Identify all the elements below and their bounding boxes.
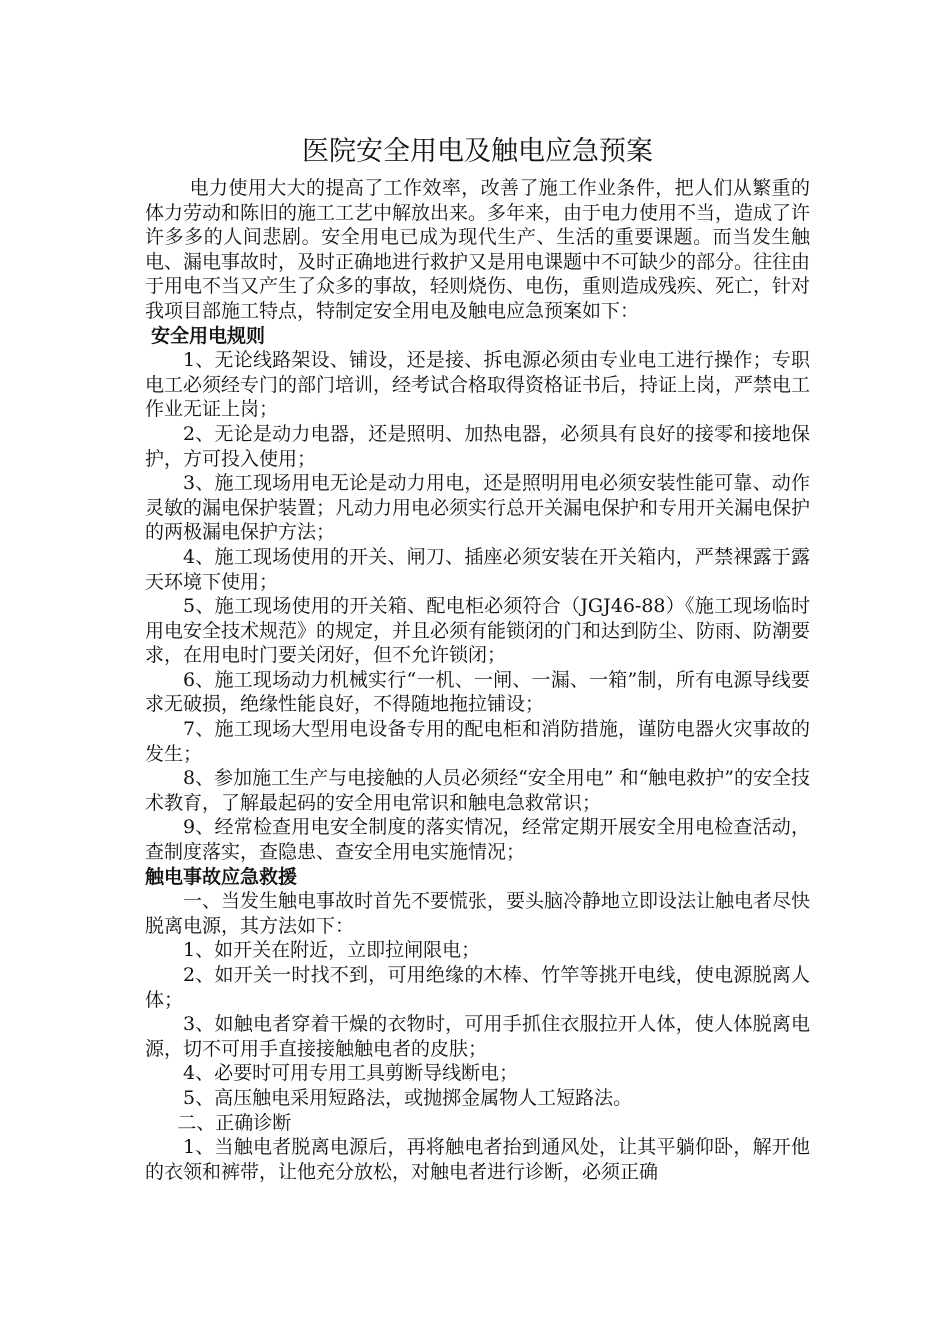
rule-item: 5、施工现场使用的开关箱、配电柜必须符合（JGJ46-88）《施工现场临时用电安全技术规范》的规定，并且必须有能锁闭的门和达到防尘、防雨、防潮要求，在用电时门要关闭好，但不允许锁闭；	[145, 595, 811, 667]
rescue-step-two: 二、正确诊断	[177, 1111, 292, 1134]
rule-item: 2、无论是动力电器，还是照明、加热电器，必须具有良好的接零和接地保护，方可投入使用；	[145, 422, 810, 470]
rule-item: 6、施工现场动力机械实行“一机、一闸、一漏、一箱”制，所有电源导线要求无破损，绝缘性能良好，不得随地拖拉铺设；	[145, 668, 810, 716]
rule-item: 8、参加施工生产与电接触的人员必须经“安全用电” 和“触电救护”的安全技术教育，了解最起码的安全用电常识和触电急救常识；	[145, 767, 810, 814]
intro-paragraph: 电力使用大大的提高了工作效率，改善了施工作业条件，把人们从繁重的体力劳动和陈旧的施工工艺中解放出来。多年来，由于电力使用不当，造成了许许多多的人间悲剧。安全用电已成为现代生产、生活的重要课题。而当发生触电、漏电事故时，及时正确地进行救护又是用电课题中不可缺少的部分。往往由于用电不当又产生了众多的事故，轻则烧伤、电伤，重则造成残疾、死亡，针对我项目部施工特点，特制定安全用电及触电应急预案如下：	[145, 177, 811, 322]
rescue-method-item: 2、如开关一时找不到，可用绝缘的木棒、竹竿等挑开电线，使电源脱离人体；	[145, 964, 810, 1011]
diagnosis-paragraph: 1、当触电者脱离电源后，再将触电者抬到通风处，让其平躺仰卧，解开他的衣领和裤带，让他充分放松，对触电者进行诊断，必须正确	[145, 1136, 810, 1183]
rule-item: 3、施工现场用电无论是动力用电，还是照明用电必须安装性能可靠、动作灵敏的漏电保护装置；凡动力用电必须实行总开关漏电保护和专用开关漏电保护的两极漏电保护方法；	[145, 472, 811, 544]
rescue-method-item: 5、高压触电采用短路法，或抛掷金属物人工短路法。	[183, 1086, 633, 1109]
rule-item: 4、施工现场使用的开关、闸刀、插座必须安装在开关箱内，严禁裸露于露天环境下使用；	[145, 545, 810, 593]
section-heading-emergency-rescue: 触电事故应急救援	[145, 865, 298, 888]
rule-item: 1、无论线路架设、铺设，还是接、拆电源必须由专业电工进行操作；专职电工必须经专门的部门培训，经考试合格取得资格证书后，持证上岗，严禁电工作业无证上岗；	[145, 349, 811, 421]
rule-item: 9、经常检查用电安全制度的落实情况，经常定期开展安全用电检查活动，查制度落实，查隐患、查安全用电实施情况；	[145, 816, 810, 864]
rescue-step-one: 一、当发生触电事故时首先不要慌张，要头脑冷静地立即设法让触电者尽快脱离电源，其方法如下：	[145, 890, 811, 937]
document-page	[145, 130, 810, 1184]
rule-item: 7、施工现场大型用电设备专用的配电柜和消防措施，谨防电器火灾事故的发生；	[145, 718, 810, 765]
rescue-method-item: 3、如触电者穿着干燥的衣物时，可用手抓住衣服拉开人体，使人体脱离电源，切不可用手直接接触触电者的皮肤；	[145, 1013, 810, 1060]
rescue-method-item: 1、如开关在附近，立即拉闸限电；	[183, 939, 481, 962]
section-heading-safety-rules: 安全用电规则	[151, 324, 266, 347]
document-title: 医院安全用电及触电应急预案	[302, 136, 653, 167]
rescue-method-item: 4、必要时可用专用工具剪断导线断电；	[183, 1062, 519, 1085]
